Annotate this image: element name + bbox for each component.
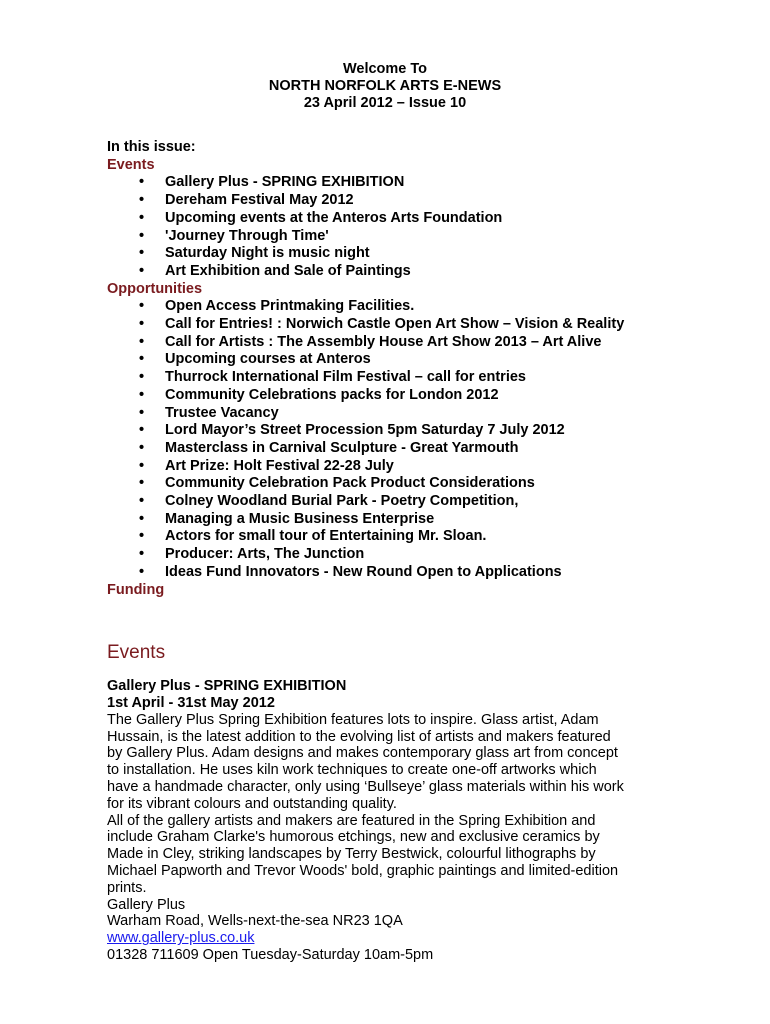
toc-opportunity-item-label: Producer: Arts, The Junction — [165, 546, 365, 563]
paragraph-line: include Graham Clarke's humorous etchings, new and exclusive ceramics by — [107, 829, 600, 846]
toc-opportunities-list — [107, 298, 687, 581]
paragraph-line: Michael Papworth and Trevor Woods' bold, graphic paintings and limited-edition — [107, 863, 619, 880]
bullet-icon: • — [139, 316, 145, 333]
newsletter-header — [0, 61, 770, 112]
paragraph-line: prints. — [107, 879, 147, 896]
newsletter-page — [107, 61, 687, 964]
bullet-icon: • — [139, 475, 145, 492]
venue-name: Gallery Plus — [107, 896, 186, 913]
bullet-icon: • — [139, 351, 145, 368]
toc-opportunity-item-label: Actors for small tour of Entertaining Mr. Sloan. — [165, 528, 487, 545]
bullet-icon: • — [139, 546, 145, 563]
bullet-icon: • — [139, 245, 145, 262]
toc-opportunity-item-label: Managing a Music Business Enterprise — [165, 510, 435, 527]
toc-opportunity-item[interactable] — [107, 440, 687, 458]
toc-opportunity-item[interactable] — [107, 334, 687, 352]
toc-opportunity-item[interactable] — [107, 511, 687, 529]
issue-date: 23 April 2012 – Issue 10 — [303, 95, 467, 111]
paragraph-line: by Gallery Plus. Adam designs and makes contemporary glass art from concept — [107, 745, 618, 762]
toc-opportunity-item[interactable] — [107, 316, 687, 334]
toc-event-item[interactable] — [107, 192, 687, 210]
events-section-heading: Events — [107, 642, 166, 664]
toc-opportunity-item-label: Call for Entries! : Norwich Castle Open Art Show – Vision & Reality — [165, 316, 625, 333]
toc-opportunity-item[interactable] — [107, 405, 687, 423]
toc-opportunity-item[interactable] — [107, 298, 687, 316]
toc-events-list — [107, 174, 687, 280]
toc-title: In this issue: — [107, 139, 196, 155]
venue-website-link[interactable]: www.gallery-plus.co.uk — [107, 930, 255, 947]
toc-opportunity-item-label: Open Access Printmaking Facilities. — [165, 298, 415, 315]
toc-funding-label[interactable]: Funding — [107, 581, 165, 598]
paragraph-line: Hussain, is the latest addition to the evolving list of artists and makers featured — [107, 728, 611, 745]
bullet-icon: • — [139, 439, 145, 456]
toc-opportunity-item[interactable] — [107, 475, 687, 493]
toc-opportunity-item[interactable] — [107, 528, 687, 546]
paragraph-line: to installation. He uses kiln work techniques to create one-off artworks which — [107, 762, 597, 779]
bullet-icon: • — [139, 563, 145, 580]
toc-event-item[interactable] — [107, 210, 687, 228]
paragraph-line: All of the gallery artists and makers are featured in the Spring Exhibition and — [107, 812, 596, 829]
bullet-icon: • — [139, 262, 145, 279]
toc-opportunity-item-label: Ideas Fund Innovators - New Round Open to Applications — [165, 563, 562, 580]
newsletter-title: NORTH NORFOLK ARTS E-NEWS — [268, 78, 502, 94]
toc-opportunity-item[interactable] — [107, 458, 687, 476]
toc-opportunity-item[interactable] — [107, 546, 687, 564]
toc-opportunity-item-label: Trustee Vacancy — [165, 404, 279, 421]
bullet-icon: • — [139, 369, 145, 386]
venue-phone-hours: 01328 711609 Open Tuesday-Saturday 10am-5pm — [107, 947, 434, 964]
bullet-icon: • — [139, 528, 145, 545]
toc-event-item-label: Gallery Plus - SPRING EXHIBITION — [165, 174, 405, 191]
toc-events-label[interactable]: Events — [107, 156, 155, 173]
toc-opportunity-item-label: Call for Artists : The Assembly House Art Show 2013 – Art Alive — [165, 333, 602, 350]
toc-opportunity-item[interactable] — [107, 351, 687, 369]
toc-opportunity-item-label: Masterclass in Carnival Sculpture - Great Yarmouth — [165, 439, 519, 456]
toc-opportunity-item-label: Lord Mayor’s Street Procession 5pm Saturday 7 July 2012 — [165, 422, 565, 439]
bullet-icon: • — [139, 457, 145, 474]
table-of-contents — [107, 139, 687, 599]
toc-event-item-label: Art Exhibition and Sale of Paintings — [165, 262, 411, 279]
venue-address: Warham Road, Wells-next-the-sea NR23 1QA — [107, 913, 403, 930]
toc-opportunity-item-label: Colney Woodland Burial Park - Poetry Competition, — [165, 493, 519, 510]
bullet-icon: • — [139, 227, 145, 244]
bullet-icon: • — [139, 493, 145, 510]
bullet-icon: • — [139, 404, 145, 421]
toc-opportunity-item-label: Art Prize: Holt Festival 22-28 July — [165, 457, 394, 474]
toc-event-item[interactable] — [107, 228, 687, 246]
toc-opportunity-item-label: Thurrock International Film Festival – call for entries — [165, 369, 526, 386]
bullet-icon: • — [139, 209, 145, 226]
toc-opportunities-label[interactable]: Opportunities — [107, 280, 203, 297]
toc-event-item[interactable] — [107, 263, 687, 281]
toc-opportunity-item-label: Community Celebrations packs for London 2012 — [165, 386, 499, 403]
article-paragraph-1 — [107, 712, 687, 813]
toc-event-item-label: Dereham Festival May 2012 — [165, 192, 354, 209]
welcome-line: Welcome To — [342, 61, 428, 77]
paragraph-line: Made in Cley, striking landscapes by Terry Bestwick, colourful lithographs by — [107, 846, 596, 863]
article-gallery-plus — [107, 678, 687, 964]
toc-opportunity-item[interactable] — [107, 493, 687, 511]
bullet-icon: • — [139, 298, 145, 315]
paragraph-line: for its vibrant colours and outstanding quality. — [107, 795, 397, 812]
toc-opportunity-item-label: Upcoming courses at Anteros — [165, 351, 371, 368]
bullet-icon: • — [139, 422, 145, 439]
paragraph-line: have a handmade character, only using ‘Bullseye’ glass materials within his work — [107, 779, 624, 796]
toc-opportunity-item[interactable] — [107, 422, 687, 440]
toc-opportunity-item[interactable] — [107, 564, 687, 582]
article-paragraph-2 — [107, 813, 687, 897]
bullet-icon: • — [139, 386, 145, 403]
toc-event-item[interactable] — [107, 174, 687, 192]
toc-event-item-label: 'Journey Through Time' — [165, 227, 329, 244]
bullet-icon: • — [139, 192, 145, 209]
toc-event-item-label: Saturday Night is music night — [165, 245, 370, 262]
bullet-icon: • — [139, 174, 145, 191]
toc-opportunity-item-label: Community Celebration Pack Product Considerations — [165, 475, 535, 492]
toc-opportunity-item[interactable] — [107, 369, 687, 387]
article-dates: 1st April - 31st May 2012 — [107, 695, 275, 712]
toc-event-item-label: Upcoming events at the Anteros Arts Foundation — [165, 209, 503, 226]
bullet-icon: • — [139, 510, 145, 527]
paragraph-line: The Gallery Plus Spring Exhibition features lots to inspire. Glass artist, Adam — [107, 711, 599, 728]
toc-opportunity-item[interactable] — [107, 387, 687, 405]
toc-event-item[interactable] — [107, 245, 687, 263]
article-title: Gallery Plus - SPRING EXHIBITION — [107, 678, 347, 695]
bullet-icon: • — [139, 333, 145, 350]
